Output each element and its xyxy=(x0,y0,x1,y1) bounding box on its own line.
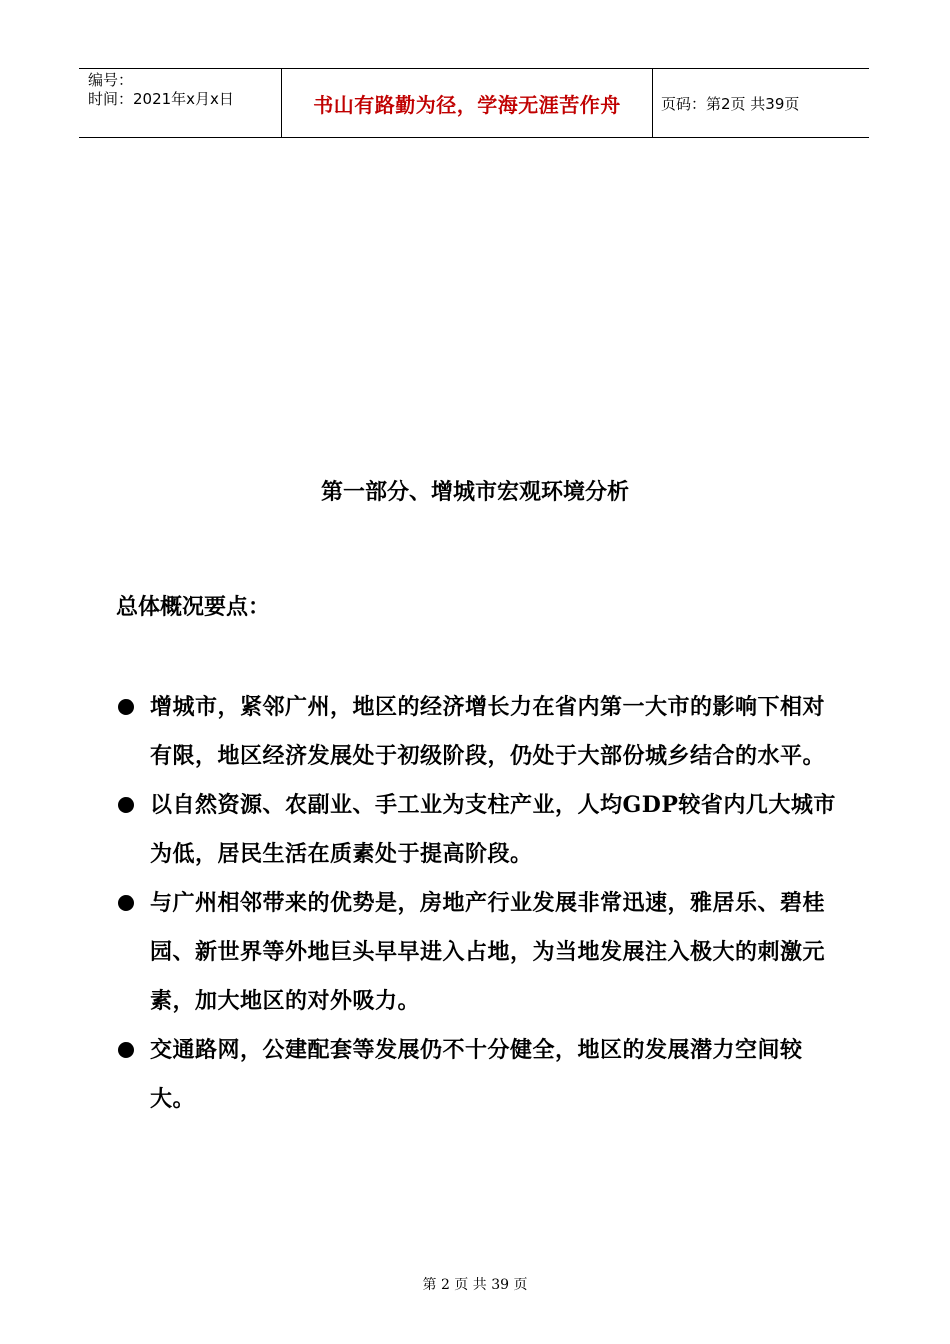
list-item xyxy=(116,683,841,781)
page-footer: 第 2 页 共 39 页 xyxy=(422,1277,528,1293)
list-item xyxy=(116,781,841,879)
list-item-text: 以自然资源、农副业、手工业为支柱产业，人均GDP较省内几大城市为低，居民生活在质素处于提高阶段。 xyxy=(150,792,836,867)
list-item-text: 交通路网，公建配套等发展仍不十分健全，地区的发展潜力空间较大。 xyxy=(150,1037,803,1112)
document-time-label: 时间：2021年x月x日 xyxy=(88,90,234,108)
bullet-icon xyxy=(118,1042,134,1058)
list-item-text: 增城市，紧邻广州，地区的经济增长力在省内第一大市的影响下相对有限，地区经济发展处于初级阶段，仍处于大部份城乡结合的水平。 xyxy=(150,694,826,769)
header-motto: 书山有路勤为径，学海无涯苦作舟 xyxy=(313,92,621,117)
list-item xyxy=(116,879,841,1026)
key-points-list xyxy=(116,683,841,1124)
overview-heading: 总体概况要点： xyxy=(116,594,271,620)
header-page-info: 页码：第2页 共39页 xyxy=(661,94,800,113)
header-motto-cell xyxy=(281,69,653,137)
section-title: 第一部分、增城市宏观环境分析 xyxy=(320,479,629,505)
list-item xyxy=(116,1026,841,1124)
header-meta-cell xyxy=(79,69,281,137)
list-item-text: 与广州相邻带来的优势是，房地产行业发展非常迅速，雅居乐、碧桂园、新世界等外地巨头早早进入占地，为当地发展注入极大的刺激元素，加大地区的对外吸力。 xyxy=(150,890,826,1014)
bullet-icon xyxy=(118,699,134,715)
page-header-table xyxy=(79,68,869,138)
header-page-cell xyxy=(653,69,869,137)
document-number-label: 编号： xyxy=(88,71,134,89)
bullet-icon xyxy=(118,797,134,813)
bullet-icon xyxy=(118,895,134,911)
